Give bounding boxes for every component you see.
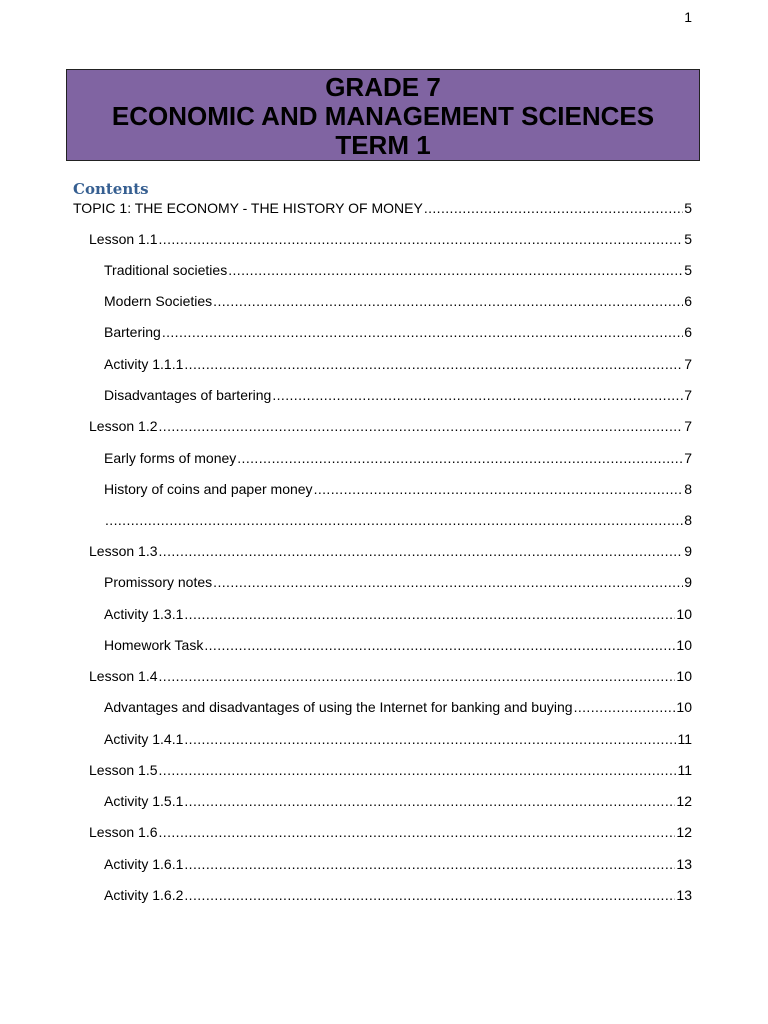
toc-entry-page: 7 — [684, 356, 692, 372]
toc-leader — [184, 886, 675, 904]
title-subject: ECONOMIC AND MANAGEMENT SCIENCES — [111, 101, 655, 131]
toc-entry-history-of-coins[interactable] — [104, 480, 692, 498]
toc-leader — [237, 449, 683, 467]
toc-entry-label: Lesson 1.3 — [89, 543, 158, 559]
toc-entry-blank[interactable] — [104, 511, 692, 529]
toc-leader — [184, 855, 675, 873]
toc-leader — [213, 573, 683, 591]
toc-entry-activity-1-5-1[interactable] — [104, 792, 692, 810]
page-number: 1 — [684, 9, 692, 25]
toc-entry-label: Lesson 1.1 — [89, 231, 158, 247]
title-grade: GRADE 7 — [325, 72, 441, 102]
contents-heading: Contents — [73, 180, 149, 198]
toc-entry-early-forms-of-money[interactable] — [104, 449, 692, 467]
toc-entry-label: Activity 1.6.2 — [104, 887, 184, 903]
toc-entry-page: 10 — [676, 606, 692, 622]
toc-entry-label: Advantages and disadvantages of using the Internet for banking and buying — [104, 699, 573, 715]
toc-entry-label: Early forms of money — [104, 450, 237, 466]
toc-entry-page: 13 — [676, 887, 692, 903]
toc-leader — [162, 323, 683, 341]
toc-entry-page: 7 — [684, 387, 692, 403]
toc-entry-page: 10 — [676, 699, 692, 715]
toc-entry-page: 8 — [684, 512, 692, 528]
toc-entry-activity-1-4-1[interactable] — [104, 730, 692, 748]
toc-entry-activity-1-6-2[interactable] — [104, 886, 692, 904]
toc-entry-label: Activity 1.6.1 — [104, 856, 184, 872]
toc-entry-page: 9 — [684, 543, 692, 559]
toc-entry-lesson-1-6[interactable] — [89, 823, 692, 841]
toc-leader — [228, 261, 683, 279]
toc-leader — [159, 417, 684, 435]
toc-entry-page: 6 — [684, 324, 692, 340]
toc-leader — [159, 667, 676, 685]
toc-entry-label: Disadvantages of bartering — [104, 387, 272, 403]
toc-entry-disadvantages-of-bartering[interactable] — [104, 386, 692, 404]
toc-entry-label: Activity 1.1.1 — [104, 356, 184, 372]
toc-leader — [314, 480, 684, 498]
toc-entry-label: History of coins and paper money — [104, 481, 313, 497]
toc-entry-label: Lesson 1.6 — [89, 824, 158, 840]
toc-leader — [272, 386, 683, 404]
toc-entry-page: 7 — [684, 450, 692, 466]
toc-entry-lesson-1-1[interactable] — [89, 230, 692, 248]
toc-entry-lesson-1-4[interactable] — [89, 667, 692, 685]
toc-leader — [159, 542, 684, 560]
toc-entry-lesson-1-3[interactable] — [89, 542, 692, 560]
toc-entry-page: 11 — [677, 731, 692, 747]
toc-entry-lesson-1-5[interactable] — [89, 761, 692, 779]
toc-entry-page: 12 — [676, 793, 692, 809]
title-term: TERM 1 — [335, 130, 431, 160]
toc-entry-label: Activity 1.3.1 — [104, 606, 184, 622]
toc-entry-modern-societies[interactable] — [104, 292, 692, 310]
toc-leader — [159, 823, 676, 841]
toc-entry-label: TOPIC 1: THE ECONOMY - THE HISTORY OF MONEY — [73, 200, 423, 216]
toc-entry-activity-1-6-1[interactable] — [104, 855, 692, 873]
toc-leader — [105, 511, 683, 529]
toc-entry-label: Activity 1.4.1 — [104, 731, 184, 747]
toc-entry-topic-1[interactable] — [73, 199, 692, 217]
toc-entry-label: Lesson 1.2 — [89, 418, 158, 434]
toc-leader — [424, 199, 683, 217]
toc-leader — [184, 730, 676, 748]
toc-entry-page: 10 — [676, 668, 692, 684]
toc-entry-page: 8 — [684, 481, 692, 497]
toc-leader — [184, 355, 683, 373]
toc-leader — [574, 698, 676, 716]
toc-entry-bartering[interactable] — [104, 323, 692, 341]
toc-leader — [184, 605, 675, 623]
toc-entry-label: Homework Task — [104, 637, 204, 653]
toc-leader — [204, 636, 675, 654]
toc-entry-traditional-societies[interactable] — [104, 261, 692, 279]
toc-entry-page: 10 — [676, 637, 692, 653]
toc-entry-page: 5 — [684, 231, 692, 247]
toc-entry-label: Bartering — [104, 324, 161, 340]
toc-entry-internet-banking[interactable] — [104, 698, 692, 716]
toc-entry-page: 9 — [684, 574, 692, 590]
toc-leader — [159, 230, 684, 248]
toc-entry-promissory-notes[interactable] — [104, 573, 692, 591]
toc-entry-page: 7 — [684, 418, 692, 434]
toc-entry-page: 11 — [677, 762, 692, 778]
toc-leader — [159, 761, 677, 779]
toc-entry-page: 6 — [684, 293, 692, 309]
toc-entry-activity-1-1-1[interactable] — [104, 355, 692, 373]
toc-entry-label: Lesson 1.5 — [89, 762, 158, 778]
toc-entry-label: Traditional societies — [104, 262, 228, 278]
toc-entry-label: Activity 1.5.1 — [104, 793, 184, 809]
toc-entry-label: Lesson 1.4 — [89, 668, 158, 684]
toc-entry-page: 5 — [684, 200, 692, 216]
toc-leader — [184, 792, 675, 810]
toc-entry-homework-task[interactable] — [104, 636, 692, 654]
toc-entry-lesson-1-2[interactable] — [89, 417, 692, 435]
toc-entry-page: 12 — [676, 824, 692, 840]
toc-entry-page: 13 — [676, 856, 692, 872]
toc-entry-label: Promissory notes — [104, 574, 213, 590]
toc-entry-activity-1-3-1[interactable] — [104, 605, 692, 623]
toc-entry-label: Modern Societies — [104, 293, 213, 309]
toc-leader — [213, 292, 683, 310]
toc-entry-page: 5 — [684, 262, 692, 278]
